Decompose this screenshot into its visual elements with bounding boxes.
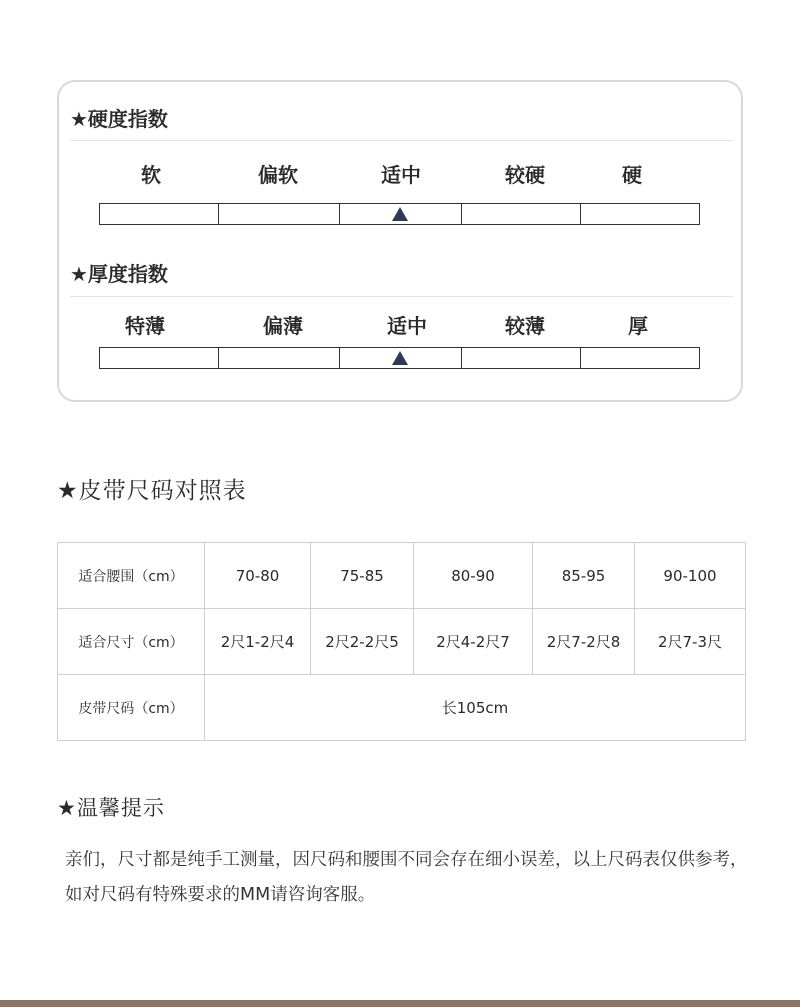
hardness-label: 偏软 bbox=[258, 163, 298, 187]
thickness-marker-icon bbox=[392, 351, 408, 365]
hardness-scale bbox=[99, 203, 700, 225]
scale-divider bbox=[461, 348, 462, 368]
hardness-divider bbox=[70, 140, 733, 141]
thickness-label: 偏薄 bbox=[263, 314, 303, 338]
row-header: 适合尺寸（cm） bbox=[58, 609, 205, 675]
table-cell: 70-80 bbox=[205, 543, 311, 609]
table-cell: 85-95 bbox=[533, 543, 635, 609]
tips-text: 亲们，尺寸都是纯手工测量，因尺码和腰围不同会存在细小误差，以上尺码表仅供参考，如对尺码有特殊要求的MM请咨询客服。 bbox=[65, 850, 748, 905]
thickness-label: 适中 bbox=[387, 314, 427, 338]
thickness-label: 特薄 bbox=[125, 314, 165, 338]
hardness-title: ★硬度指数 bbox=[70, 107, 168, 131]
table-cell: 80-90 bbox=[414, 543, 533, 609]
table-cell: 2尺4-2尺7 bbox=[414, 609, 533, 675]
size-chart-table bbox=[57, 542, 746, 741]
hardness-label: 较硬 bbox=[505, 163, 545, 187]
thickness-label: 较薄 bbox=[505, 314, 545, 338]
size-chart-title: ★皮带尺码对照表 bbox=[57, 478, 247, 504]
scale-divider bbox=[580, 204, 581, 224]
table-cell: 2尺7-2尺8 bbox=[533, 609, 635, 675]
scale-divider bbox=[218, 348, 219, 368]
thickness-divider bbox=[70, 296, 733, 297]
scale-divider bbox=[580, 348, 581, 368]
row-header: 适合腰围（cm） bbox=[58, 543, 205, 609]
table-row bbox=[58, 675, 746, 741]
table-cell: 2尺2-2尺5 bbox=[311, 609, 414, 675]
bottom-bar bbox=[0, 1000, 800, 1007]
row-header: 皮带尺码（cm） bbox=[58, 675, 205, 741]
thickness-scale bbox=[99, 347, 700, 369]
scale-divider bbox=[339, 204, 340, 224]
scale-divider bbox=[339, 348, 340, 368]
hardness-label: 硬 bbox=[622, 163, 642, 187]
thickness-label: 厚 bbox=[628, 314, 648, 338]
thickness-title: ★厚度指数 bbox=[70, 262, 168, 286]
table-row bbox=[58, 543, 746, 609]
tips-title: ★温馨提示 bbox=[57, 796, 165, 820]
scale-divider bbox=[461, 204, 462, 224]
table-cell: 90-100 bbox=[635, 543, 746, 609]
hardness-label: 适中 bbox=[381, 163, 421, 187]
hardness-marker-icon bbox=[392, 207, 408, 221]
table-cell: 2尺7-3尺 bbox=[635, 609, 746, 675]
table-cell: 2尺1-2尺4 bbox=[205, 609, 311, 675]
hardness-label: 软 bbox=[141, 163, 161, 187]
table-cell: 75-85 bbox=[311, 543, 414, 609]
belt-length-cell: 长105cm bbox=[205, 675, 746, 741]
table-row bbox=[58, 609, 746, 675]
scale-divider bbox=[218, 204, 219, 224]
